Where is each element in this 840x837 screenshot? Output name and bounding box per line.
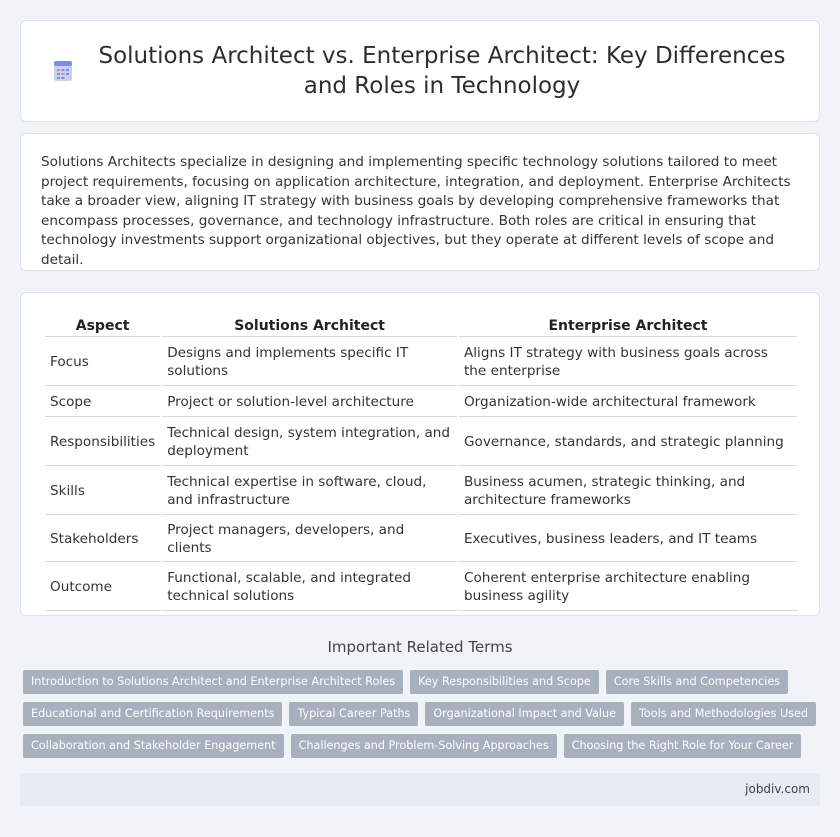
related-term-tag[interactable]: Tools and Methodologies Used xyxy=(631,702,816,726)
document-icon xyxy=(51,59,75,83)
related-terms-title: Important Related Terms xyxy=(327,638,513,656)
table-row xyxy=(45,515,797,562)
header-aspect: Aspect xyxy=(45,313,160,337)
table-header-row xyxy=(45,313,797,337)
cell-enterprise: Organization-wide architectural framework xyxy=(459,386,797,417)
cell-solutions: Project or solution-level architecture xyxy=(162,386,457,417)
cell-aspect: Skills xyxy=(45,466,160,515)
table-row xyxy=(45,337,797,386)
cell-enterprise: Governance, standards, and strategic planning xyxy=(459,417,797,466)
cell-enterprise: Executives, business leaders, and IT teams xyxy=(459,515,797,562)
related-terms-list xyxy=(23,670,823,758)
intro-paragraph: Solutions Architects specialize in designing and implementing specific technology solutions tailored to meet project requirements, focusing on application architecture, integration, and deployment. Enterprise Architects take a broader view, aligning IT strategy with business goals by developing comprehensive frameworks that encompass processes, governance, and technology infrastructure. Both roles are critical in ensuring that technology investments support organizational objectives, but they operate at different levels of scope and detail. xyxy=(41,154,791,268)
related-term-tag[interactable]: Introduction to Solutions Architect and Enterprise Architect Roles xyxy=(23,670,403,694)
related-term-tag[interactable]: Key Responsibilities and Scope xyxy=(410,670,599,694)
cell-aspect: Outcome xyxy=(45,562,160,611)
cell-aspect: Focus xyxy=(45,337,160,386)
related-term-tag[interactable]: Choosing the Right Role for Your Career xyxy=(564,734,802,758)
cell-solutions: Technical expertise in software, cloud, and infrastructure xyxy=(162,466,457,515)
comparison-table xyxy=(43,313,799,611)
cell-enterprise: Coherent enterprise architecture enabling business agility xyxy=(459,562,797,611)
footer-site-link[interactable]: jobdiv.com xyxy=(745,782,810,796)
cell-aspect: Stakeholders xyxy=(45,515,160,562)
header-solutions-architect: Solutions Architect xyxy=(162,313,457,337)
table-row xyxy=(45,562,797,611)
header-card xyxy=(20,20,820,122)
footer xyxy=(20,773,820,806)
table-row xyxy=(45,386,797,417)
cell-solutions: Functional, scalable, and integrated technical solutions xyxy=(162,562,457,611)
related-term-tag[interactable]: Educational and Certification Requirements xyxy=(23,702,282,726)
cell-enterprise: Aligns IT strategy with business goals across the enterprise xyxy=(459,337,797,386)
intro-card xyxy=(20,133,820,271)
cell-aspect: Responsibilities xyxy=(45,417,160,466)
cell-solutions: Technical design, system integration, and deployment xyxy=(162,417,457,466)
comparison-table-card xyxy=(20,292,820,616)
related-term-tag[interactable]: Collaboration and Stakeholder Engagement xyxy=(23,734,284,758)
cell-solutions: Designs and implements specific IT solutions xyxy=(162,337,457,386)
cell-solutions: Project managers, developers, and clients xyxy=(162,515,457,562)
table-row xyxy=(45,417,797,466)
page-title: Solutions Architect vs. Enterprise Architect: Key Differences and Roles in Technology xyxy=(98,43,786,99)
table-row xyxy=(45,466,797,515)
related-term-tag[interactable]: Typical Career Paths xyxy=(289,702,418,726)
related-term-tag[interactable]: Organizational Impact and Value xyxy=(425,702,624,726)
related-term-tag[interactable]: Core Skills and Competencies xyxy=(606,670,788,694)
related-term-tag[interactable]: Challenges and Problem-Solving Approaches xyxy=(291,734,557,758)
cell-enterprise: Business acumen, strategic thinking, and architecture frameworks xyxy=(459,466,797,515)
cell-aspect: Scope xyxy=(45,386,160,417)
header-enterprise-architect: Enterprise Architect xyxy=(459,313,797,337)
